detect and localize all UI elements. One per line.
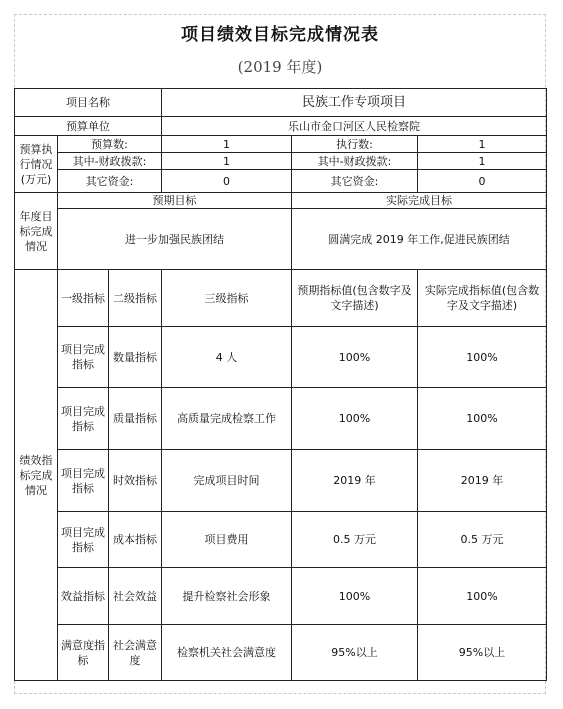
row-actual: 0.5 万元 [418,512,547,568]
row-expected: 100% [292,568,418,625]
header-expected: 预期指标值(包含数字及文字描述) [292,270,418,327]
annual-section-label: 年度目标完成情况 [15,193,58,270]
row-expected: 2019 年 [292,450,418,512]
row-level2: 社会效益 [109,568,162,625]
budget-unit-label: 预算单位 [15,117,162,136]
project-name-value: 民族工作专项项目 [162,89,547,117]
performance-table [14,88,547,681]
row-level3: 项目费用 [162,512,292,568]
row-actual: 100% [418,327,547,388]
table-row [15,450,547,512]
budget-unit-value: 乐山市金口河区人民检察院 [162,117,547,136]
other-exec-value: 0 [418,170,547,193]
table-row [15,388,547,450]
page-title: 项目绩效目标完成情况表 [181,25,379,45]
expected-goal-header: 预期目标 [58,193,292,209]
fiscal-budget-value: 1 [162,153,292,170]
row-level2: 成本指标 [109,512,162,568]
header-level1: 一级指标 [58,270,109,327]
row-level3: 4 人 [162,327,292,388]
row-actual: 95%以上 [418,625,547,681]
row-level2: 质量指标 [109,388,162,450]
row-level1: 项目完成指标 [58,388,109,450]
page-subtitle: (2019 年度) [237,58,323,76]
exec-amount-value: 1 [418,136,547,153]
row-level2: 社会满意度 [109,625,162,681]
row-level1: 效益指标 [58,568,109,625]
budget-amount-value: 1 [162,136,292,153]
table-row [15,327,547,388]
row-expected: 95%以上 [292,625,418,681]
row-expected: 100% [292,327,418,388]
table-row [15,568,547,625]
row-expected: 100% [292,388,418,450]
row-level1: 项目完成指标 [58,450,109,512]
row-actual: 100% [418,388,547,450]
row-level3: 检察机关社会满意度 [162,625,292,681]
row-level3: 高质量完成检察工作 [162,388,292,450]
other-budget-label: 其它资金: [58,170,162,193]
actual-goal-header: 实际完成目标 [292,193,547,209]
row-actual: 100% [418,568,547,625]
row-level1: 项目完成指标 [58,512,109,568]
table-row [15,625,547,681]
budget-section-label: 预算执行情况(万元) [15,136,58,193]
fiscal-budget-label: 其中-财政拨款: [58,153,162,170]
row-level3: 完成项目时间 [162,450,292,512]
actual-goal-value: 圆满完成 2019 年工作,促进民族团结 [292,209,547,270]
header-level3: 三级指标 [162,270,292,327]
row-expected: 0.5 万元 [292,512,418,568]
row-level2: 数量指标 [109,327,162,388]
row-level2: 时效指标 [109,450,162,512]
header-actual: 实际完成指标值(包含数字及文字描述) [418,270,547,327]
fiscal-exec-label: 其中-财政拨款: [292,153,418,170]
row-level3: 提升检察社会形象 [162,568,292,625]
table-row [15,512,547,568]
other-budget-value: 0 [162,170,292,193]
header-level2: 二级指标 [109,270,162,327]
other-exec-label: 其它资金: [292,170,418,193]
project-name-label: 项目名称 [15,89,162,117]
exec-amount-label: 执行数: [292,136,418,153]
performance-section-label: 绩效指标完成情况 [15,270,58,681]
row-actual: 2019 年 [418,450,547,512]
row-level1: 满意度指标 [58,625,109,681]
row-level1: 项目完成指标 [58,327,109,388]
fiscal-exec-value: 1 [418,153,547,170]
budget-amount-label: 预算数: [58,136,162,153]
expected-goal-value: 进一步加强民族团结 [58,209,292,270]
